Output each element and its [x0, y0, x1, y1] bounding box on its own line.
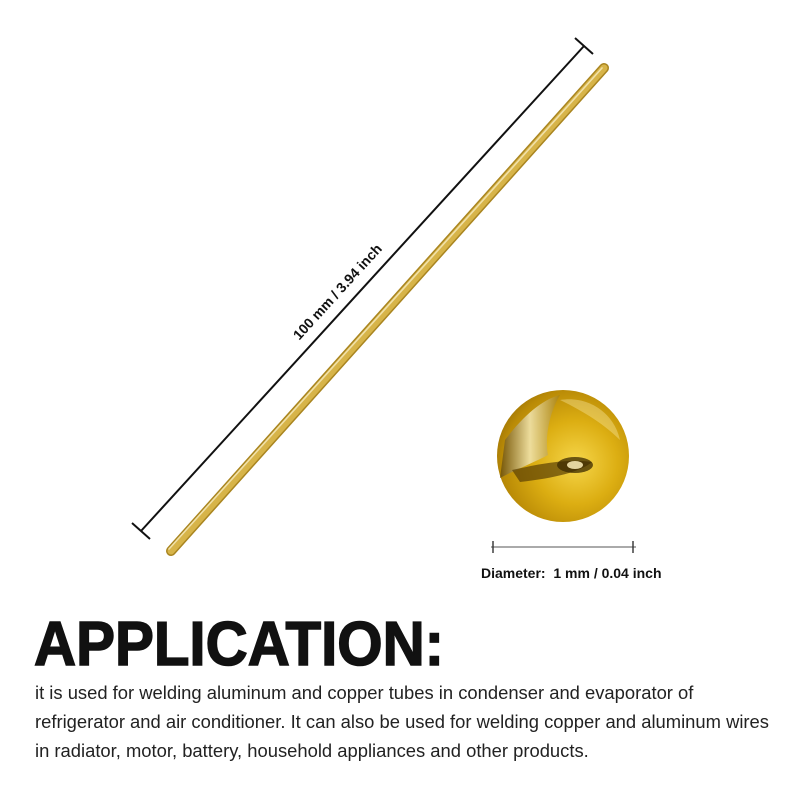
diameter-dimension-line [491, 541, 636, 553]
rod-end-closeup [497, 390, 629, 522]
diameter-label: Diameter: 1 mm / 0.04 inch [481, 565, 662, 581]
length-label: 100 mm / 3.94 inch [289, 240, 385, 343]
application-description: it is used for welding aluminum and copper tubes in condenser and evaporator of refrigerator and air conditioner. It can also be used for welding copper and aluminum wires in radiator, motor, battery, household appliances and other products. [35, 682, 769, 761]
application-heading: APPLICATION: [34, 610, 445, 679]
